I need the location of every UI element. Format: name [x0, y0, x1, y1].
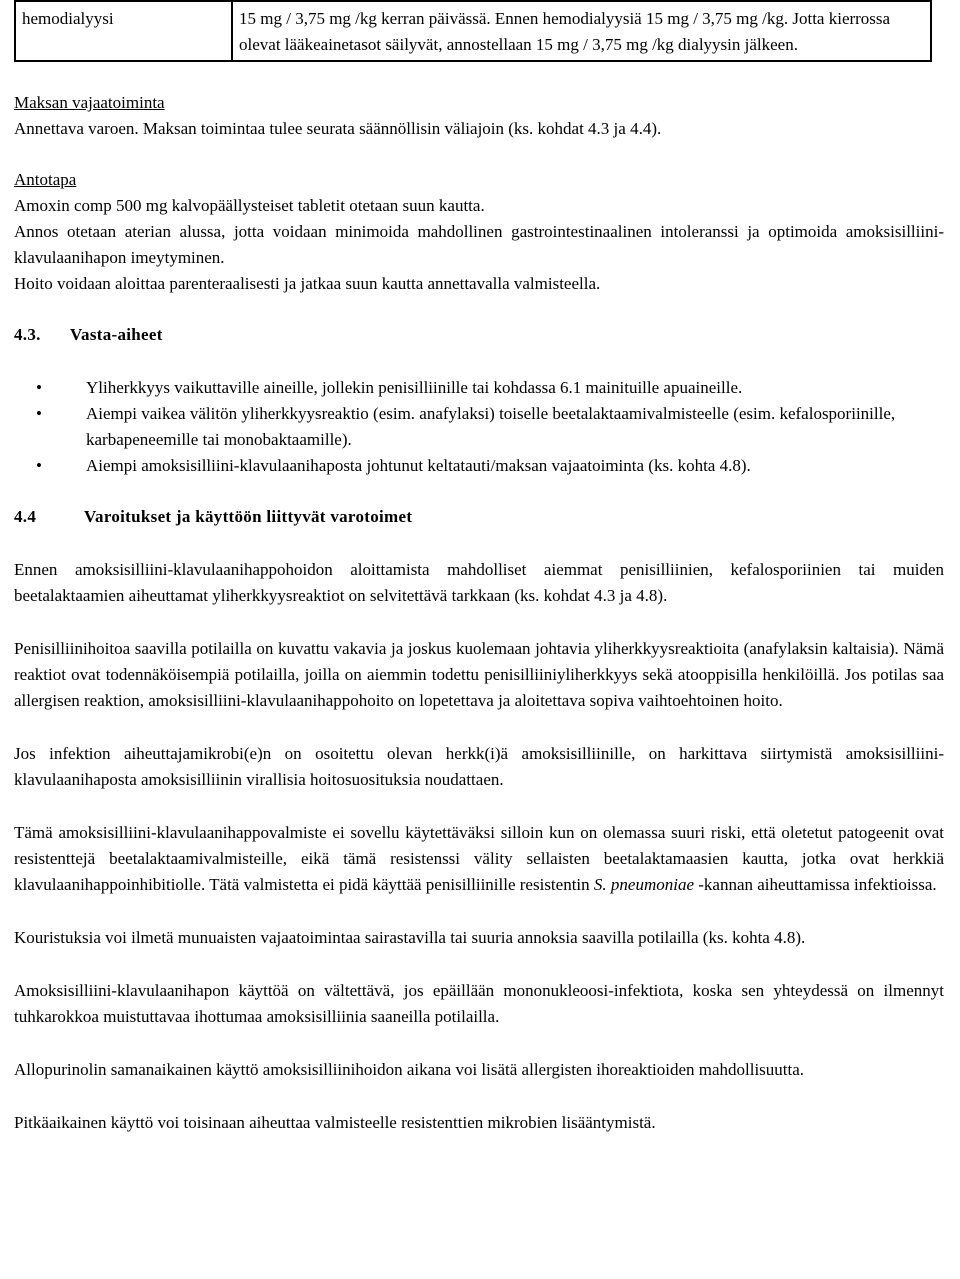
section-number: 4.3. [14, 325, 41, 344]
admin-line-1: Amoxin comp 500 mg kalvopäällysteiset tabletit otetaan suun kautta. [14, 196, 485, 215]
admin-line-2: Annos otetaan aterian alussa, jotta voidaan minimoida mahdollinen gastrointestinaalinen intoleranssi ja optimoida amoksisilliini-klavulaanihapon imeytyminen. [14, 222, 944, 267]
table-row-label: hemodialyysi [15, 1, 232, 61]
paragraph: Amoksisilliini-klavulaanihapon käyttöä on vältettävä, jos epäillään mononukleoosi-infektiota, koska sen yhteydessä on ilmennyt tuhkarokkoa muistuttavaa ihottumaa amoksisilliinia saaneilla potilailla. [14, 981, 944, 1026]
admin-heading: Antotapa [14, 170, 77, 189]
paragraph: Tämä amoksisilliini-klavulaanihappovalmiste ei sovellu käytettäväksi silloin kun on olemassa suuri riski, että oletetut patogeenit ovat resistenttejä beetalaktaamivalmisteille, eikä tämä resistenssi välity sellaisten beetalaktamaasien kautta, jotka ovat herkkiä klavulaanihappoinhibitiolle. Tätä valmistetta ei pidä käyttää penisilliinille resistentin S. pneumoniae -kannan aiheuttamissa infektioissa. [14, 823, 944, 894]
section-number: 4.4 [14, 507, 37, 526]
section-4-3-heading [14, 322, 944, 348]
document-page [14, 0, 944, 1136]
bullet-icon: • [36, 404, 42, 423]
paragraph: Allopurinolin samanaikainen käyttö amoksisilliinihoidon aikana voi lisätä allergisten ihoreaktioiden mahdollisuutta. [14, 1060, 805, 1079]
paragraph: Pitkäaikainen käyttö voi toisinaan aiheuttaa valmisteelle resistenttien mikrobien lisääntymistä. [14, 1113, 656, 1132]
paragraph: Jos infektion aiheuttajamikrobi(e)n on osoitettu olevan herkk(i)ä amoksisilliinille, on harkittava siirtymistä amoksisilliini-klavulaanihaposta amoksisilliinin virallisia hoitosuosituksia noudattaen. [14, 744, 944, 789]
liver-text: Annettava varoen. Maksan toimintaa tulee seurata säännöllisin väliajoin (ks. kohdat 4.3 ja 4.4). [14, 119, 662, 138]
paragraph: Ennen amoksisilliini-klavulaanihappohoidon aloittamista mahdolliset aiemmat penisilliinien, kefalosporiinien tai muiden beetalaktaamien aiheuttamat yliherkkyysreaktiot on selvitettävä tarkkaan (ks. kohdat 4.3 ja 4.8). [14, 560, 944, 605]
liver-heading: Maksan vajaatoiminta [14, 93, 165, 112]
table-row-text: 15 mg / 3,75 mg /kg kerran päivässä. Ennen hemodialyysiä 15 mg / 3,75 mg /kg. Jotta kierrossa olevat lääkeainetasot säilyvät, annostellaan 15 mg / 3,75 mg /kg dialyysin jälkeen. [232, 1, 931, 61]
section-4-4-heading [14, 504, 944, 530]
dosage-table [14, 0, 932, 62]
admin-line-3: Hoito voidaan aloittaa parenteraalisesti ja jatkaa suun kautta annettavalla valmisteella. [14, 274, 601, 293]
section-title: Vasta-aiheet [70, 325, 163, 344]
bullet-icon: • [36, 378, 42, 397]
bullet-icon: • [36, 456, 42, 475]
list-item: • Aiempi vaikea välitön yliherkkyysreaktio (esim. anafylaksi) toiselle beetalaktaamivalmisteelle (esim. kefalosporiinille, karbapeneemille tai monobaktaamille). [14, 401, 944, 453]
contraindication-list [14, 375, 944, 479]
paragraph: Kouristuksia voi ilmetä munuaisten vajaatoimintaa sairastavilla tai suuria annoksia saavilla potilailla (ks. kohta 4.8). [14, 928, 806, 947]
list-item: • Yliherkkyys vaikuttaville aineille, jollekin penisilliinille tai kohdassa 6.1 mainituille apuaineille. [14, 375, 944, 401]
paragraph: Penisilliinihoitoa saavilla potilailla on kuvattu vakavia ja joskus kuolemaan johtavia yliherkkyysreaktioita (anafylaksin kaltaisia). Nämä reaktiot ovat todennäköisempiä potilailla, joilla on aiemmin todettu penisilliiniyliherkkyys sekä atooppisilla henkilöillä. Jos potilas saa allergisen reaktion, amoksisilliini-klavulaanihappohoito on lopetettava ja aloitettava sopiva vaihtoehtoinen hoito. [14, 639, 944, 710]
species-name: S. pneumoniae [593, 875, 694, 894]
list-item: • Aiempi amoksisilliini-klavulaanihaposta johtunut keltatauti/maksan vajaatoiminta (ks. kohta 4.8). [14, 453, 944, 479]
table-row [15, 1, 931, 61]
section-title: Varoitukset ja käyttöön liittyvät varotoimet [84, 507, 413, 526]
